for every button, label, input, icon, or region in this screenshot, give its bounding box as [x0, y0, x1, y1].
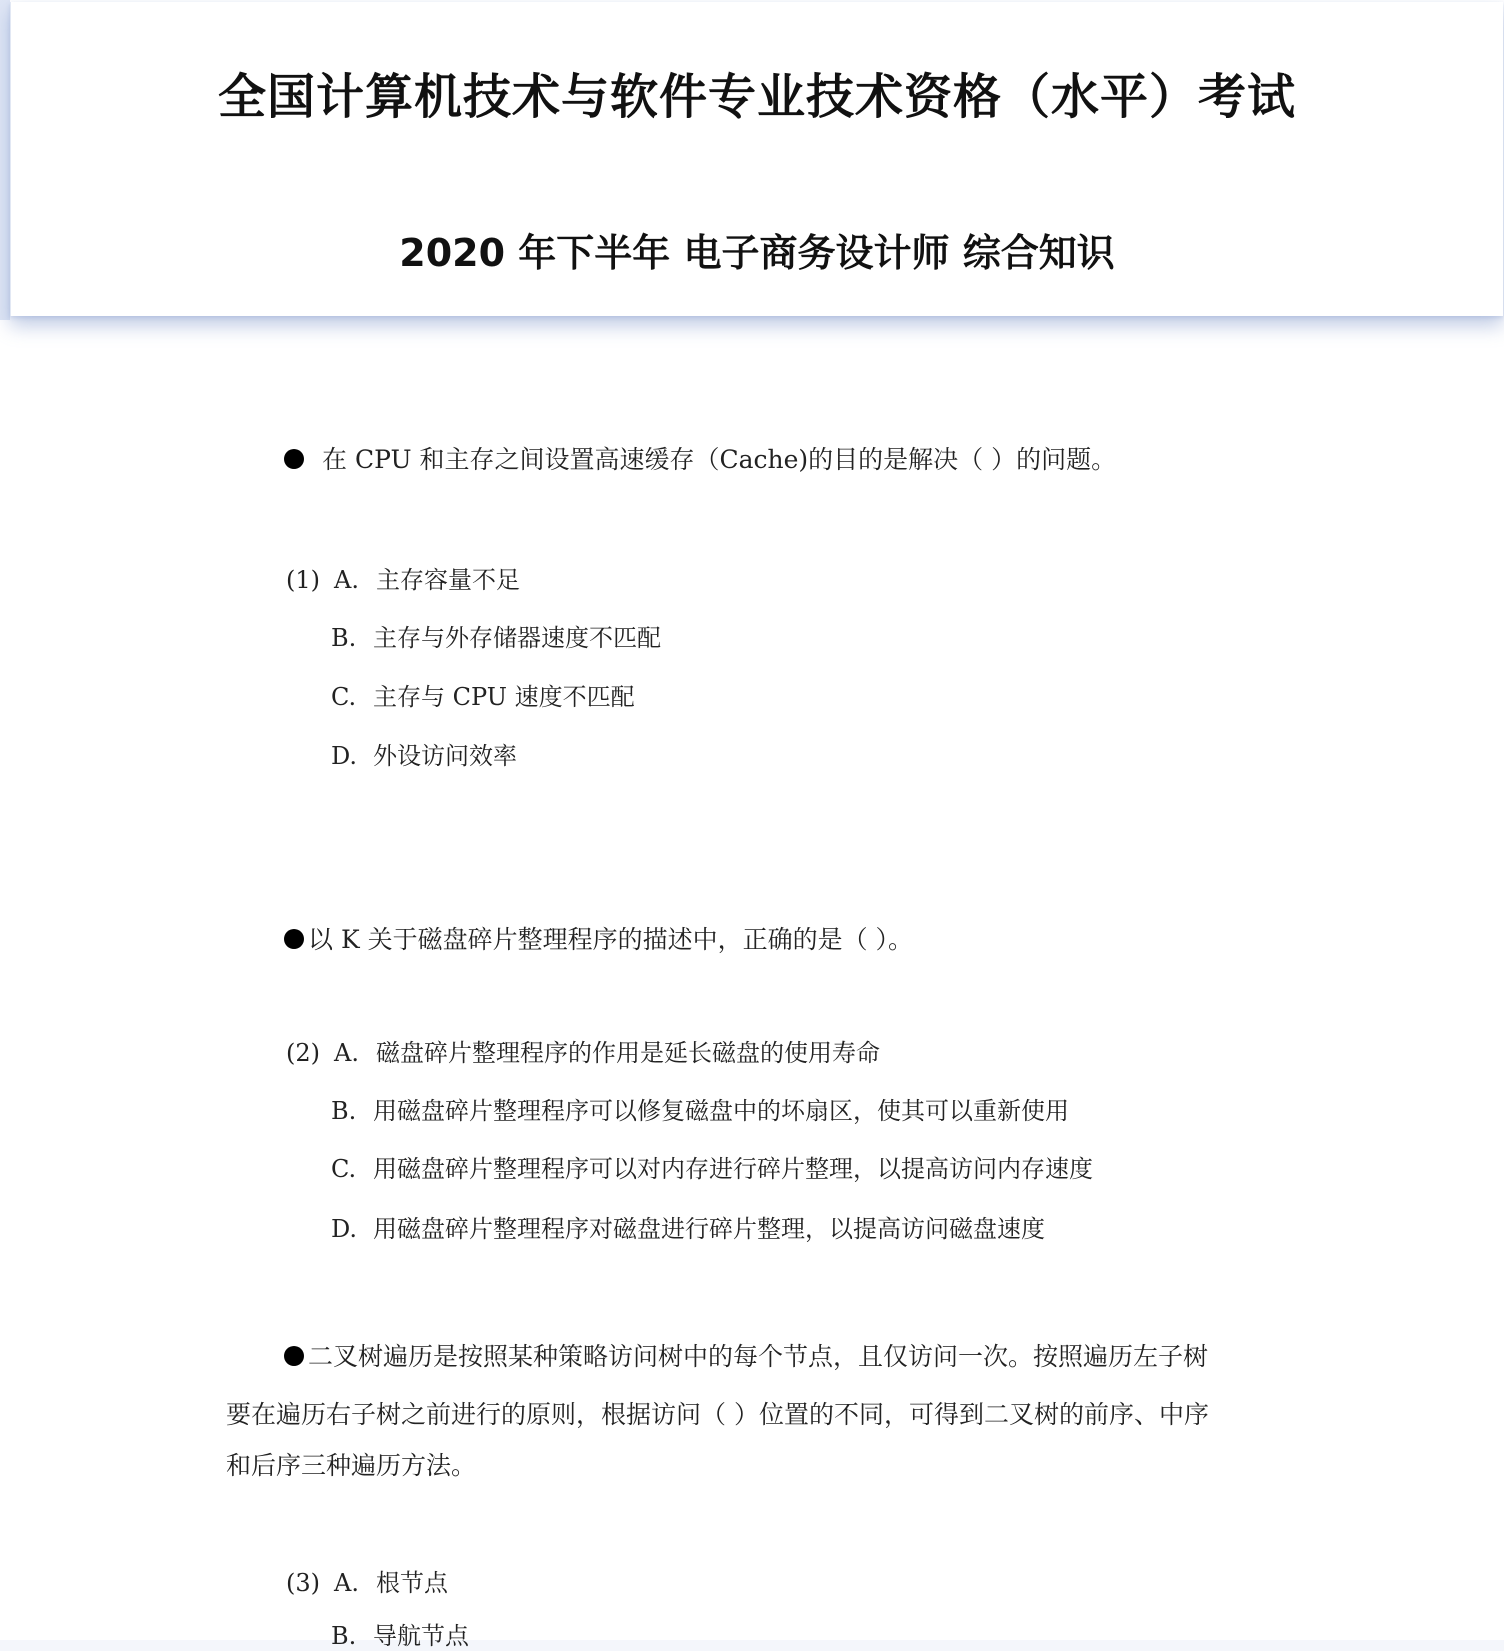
question-1-option-b [331, 618, 661, 653]
option-letter: C. [331, 1155, 357, 1183]
option-text: 用磁盘碎片整理程序可以对内存进行碎片整理，以提高访问内存速度 [373, 1155, 1093, 1183]
question-1-option-c [331, 677, 635, 712]
option-letter: D. [331, 1215, 358, 1243]
option-text: 外设访问效率 [373, 742, 517, 770]
option-text: 导航节点 [373, 1622, 469, 1650]
option-text: 磁盘碎片整理程序的作用是延长磁盘的使用寿命 [376, 1039, 880, 1067]
option-text: 主存容量不足 [376, 566, 520, 594]
option-letter: D. [331, 742, 358, 770]
exam-subtitle: 2020 年下半年 电子商务设计师 综合知识 [399, 231, 1115, 275]
option-letter: A. [334, 1569, 359, 1597]
question-2-option-b [331, 1091, 1069, 1126]
option-letter: B. [331, 1622, 357, 1650]
question-2-option-c [331, 1149, 1093, 1184]
question-2-option-a [286, 1033, 880, 1068]
bullet-icon [284, 929, 304, 949]
bullet-icon [284, 449, 304, 469]
question-2-option-d [331, 1209, 1045, 1244]
option-letter: A. [334, 1039, 359, 1067]
exam-title: 全国计算机技术与软件专业技术资格（水平）考试 [217, 69, 1296, 125]
question-3-stem-line-3: 和后序三种遍历方法。 [226, 1451, 477, 1480]
option-letter: B. [331, 624, 357, 652]
question-1-text: 在 CPU 和主存之间设置高速缓存（Cache)的目的是解决（ ）的问题。 [322, 445, 1117, 474]
question-1-option-d [331, 736, 517, 771]
option-text: 用磁盘碎片整理程序可以修复磁盘中的坏扇区，使其可以重新使用 [373, 1097, 1069, 1125]
option-text: 主存与外存储器速度不匹配 [373, 624, 661, 652]
question-2-stem [284, 920, 913, 956]
option-text: 主存与 CPU 速度不匹配 [373, 683, 635, 711]
option-letter: C. [331, 683, 357, 711]
question-2-text: 以 K 关于磁盘碎片整理程序的描述中，正确的是（ ）。 [308, 925, 914, 954]
question-1-option-a [286, 560, 520, 595]
question-3-stem-line-2: 要在遍历右子树之前进行的原则，根据访问（ ）位置的不同，可得到二叉树的前序、中序 [226, 1400, 1209, 1429]
bullet-icon [284, 1346, 304, 1366]
question-3-number: (3) [286, 1569, 320, 1597]
question-3-option-a [286, 1563, 448, 1598]
option-letter: A. [334, 566, 359, 594]
question-3-text-line-1: 二叉树遍历是按照某种策略访问树中的每个节点，且仅访问一次。按照遍历左子树 [308, 1342, 1209, 1371]
question-3-stem-line-1 [284, 1337, 1208, 1373]
option-text: 用磁盘碎片整理程序对磁盘进行碎片整理，以提高访问磁盘速度 [373, 1215, 1045, 1243]
question-1-stem [284, 440, 1116, 476]
option-text: 根节点 [376, 1569, 448, 1597]
option-letter: B. [331, 1097, 357, 1125]
question-2-number: (2) [286, 1039, 320, 1067]
question-1-number: (1) [286, 566, 320, 594]
question-3-option-b [331, 1616, 469, 1651]
